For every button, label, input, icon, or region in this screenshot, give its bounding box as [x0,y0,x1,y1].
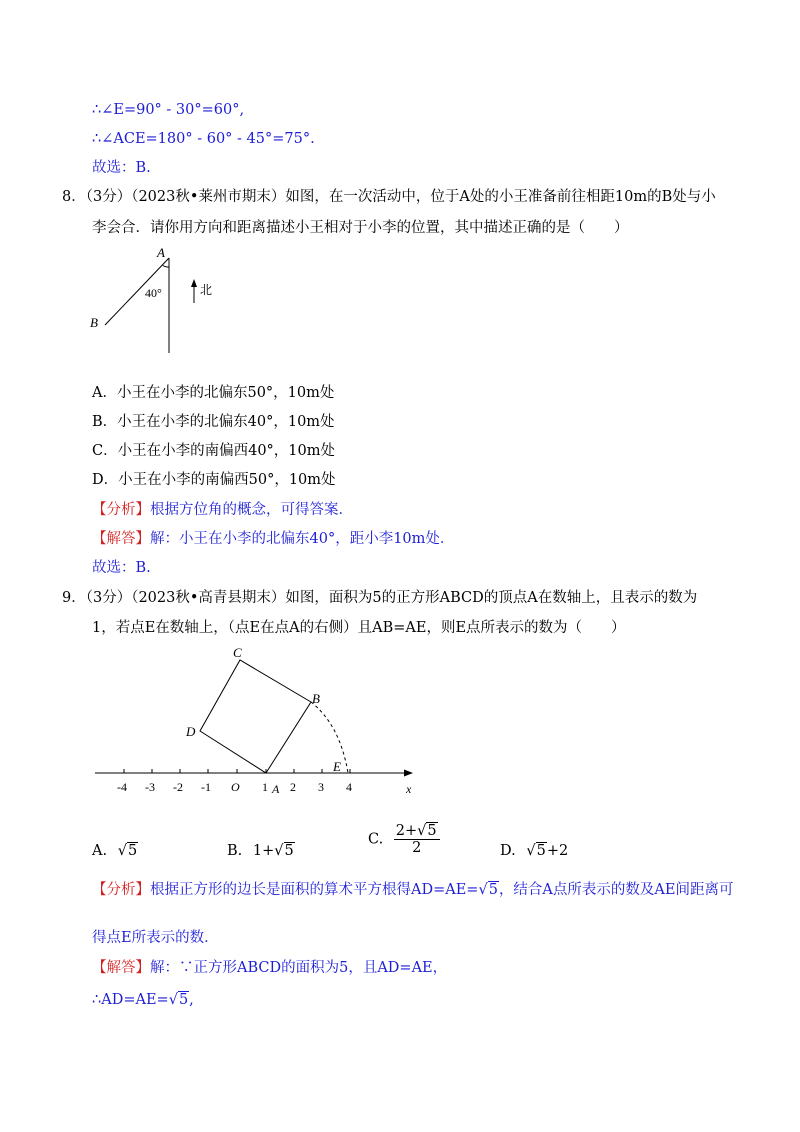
q9-tick-label: 2 [290,780,296,794]
q8-solution-text: 解：小王在小李的北偏东40°，距小李10m处． [150,531,455,547]
q8-north-label: 北 [200,283,213,297]
prev-line-2: ∴∠ACE=180° - 60° - 45°=75°. [92,131,315,147]
q9-solution-text: 解：∵正方形ABCD的面积为5，且AD=AE， [150,960,448,976]
q9-tick-label: -1 [201,780,211,794]
q8-stem-1: 8．（3分）（2023秋•莱州市期末）如图，在一次活动中，位于A处的小王准备前往相距10m的B处与小 [62,189,716,205]
sqrt-icon: √5 [417,823,437,839]
q8-option-a[interactable]: A．小王在小李的北偏东50°，10m处 [92,385,335,401]
q9-stem-1: 9．（3分）（2023秋•高青县期末）如图，面积为5的正方形ABCD的顶点A在数轴上，且表示的数为 [62,590,698,606]
q8-stem-2: 李会合．请你用方向和距离描述小王相对于小李的位置，其中描述正确的是（ ） [92,220,629,236]
q9-label-b: B [312,691,320,706]
q9-solution [92,958,447,978]
q9-option-b[interactable] [227,843,295,859]
q8-solution-tag: 【解答】 [92,531,150,547]
q9-label-x: x [406,782,412,795]
q9-figure [90,645,430,795]
q9-label-d: D [186,724,196,739]
q9-label-o: O [231,780,240,794]
q9-option-a[interactable] [92,843,138,859]
q9-stem-2: 1，若点E在数轴上，（点E在点A的右侧）且AB=AE，则E点所表示的数为（ ） [92,620,626,636]
q9-tick-label: 3 [318,780,324,794]
q9-dashed-arc [311,702,348,773]
q9-analysis [92,880,733,900]
q9-analysis-text-3: 得点E所表示的数． [92,930,219,946]
q8-analysis-tag: 【分析】 [92,502,150,518]
q9-axis-arrow [404,770,413,777]
q8-figure [85,243,225,358]
q8-north-arrow-head [191,279,197,287]
prev-choice: 故选：B. [92,160,151,176]
q9-label-e: E [333,759,341,774]
q9-tick-label: -3 [145,780,155,794]
sqrt-icon: √5 [117,843,138,859]
q8-solution [92,529,454,549]
q9-option-c[interactable] [368,823,440,856]
q8-analysis [92,500,353,520]
q9-analysis-tag: 【分析】 [92,882,150,898]
q8-option-b[interactable]: B．小王在小李的北偏东40°，10m处 [92,414,335,430]
sqrt-icon: √5 [478,882,498,898]
q9-option-a-label: A. [92,843,108,859]
q9-option-b-prefix: 1+ [252,843,275,859]
q9-ticks [124,769,350,773]
q9-tick-label: 4 [346,780,352,794]
q9-option-b-label: B. [227,843,243,859]
q9-solution-last: ∴AD=AE=√5, [92,992,194,1008]
q9-option-d[interactable] [500,843,568,859]
sqrt-icon: √5 [168,992,189,1008]
q9-analysis-text-2: ，结合A点所表示的数及AE间距离可 [498,882,734,898]
q8-choice: 故选：B. [92,560,151,576]
q9-option-d-label: D. [500,843,516,859]
sqrt-icon: √5 [274,843,294,859]
q8-analysis-text: 根据方位角的概念，可得答案． [150,502,353,518]
q9-option-d-suffix: +2 [546,843,569,859]
q9-option-c-fraction: $\frac{2+√5}{2}$ [394,823,440,856]
q9-label-a: A [272,782,280,795]
q9-label-c: C [233,645,242,660]
q8-label-a: A [157,245,165,260]
q8-label-b: B [90,315,98,330]
q8-option-c[interactable]: C．小王在小李的南偏西40°，10m处 [92,443,335,459]
q8-angle-label: 40° [145,286,162,300]
q9-tick-label: -4 [117,780,127,794]
sqrt-icon: √5 [526,843,546,859]
q9-tick-label: 1 [262,780,268,794]
prev-line-1: ∴∠E=90° - 30°=60°, [92,102,245,118]
q8-angle-arc [163,266,169,268]
q9-option-c-label: C. [368,831,384,848]
q8-option-d[interactable]: D．小王在小李的南偏西50°，10m处 [92,472,336,488]
q9-analysis-text-1: 根据正方形的边长是面积的算术平方根得AD=AE= [150,882,479,898]
q9-solution-tag: 【解答】 [92,960,150,976]
q9-tick-label: -2 [173,780,183,794]
q9-square [200,660,311,773]
